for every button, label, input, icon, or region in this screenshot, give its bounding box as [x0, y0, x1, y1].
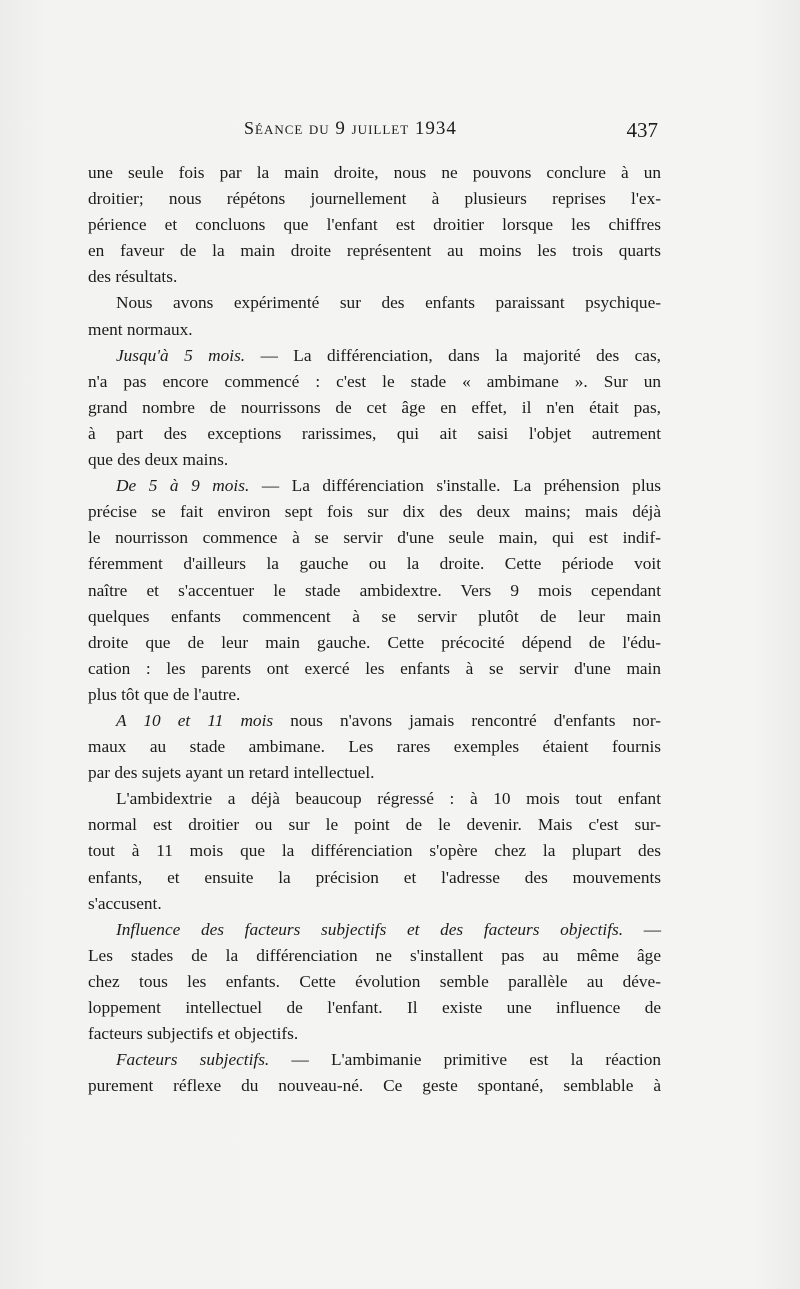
- section-lead: De 5 à 9 mois.: [116, 476, 250, 496]
- running-head-month: juillet: [351, 118, 410, 138]
- paragraph-5-to-9-months: [88, 473, 661, 708]
- text-line: en faveur de la main droite représentent au moins les trois quarts: [88, 241, 661, 261]
- text-line: précise se fait environ sept fois sur dix des deux mains; mais déjà: [88, 502, 661, 522]
- text-line: cation : les parents ont exercé les enfants à se servir d'une main: [88, 658, 661, 678]
- text-line: s'accusent.: [88, 893, 162, 913]
- page-number: 437: [626, 118, 658, 142]
- text-line: grand nombre de nourrissons de cet âge en effet, il n'en était pas,: [88, 397, 661, 417]
- section-lead: Influence des facteurs subjectifs et des facteurs objectifs.: [116, 919, 624, 939]
- text-line: L'ambidextrie a déjà beaucoup régressé : à 10 mois tout enfant: [116, 789, 661, 809]
- text-line: enfants, et ensuite la précision et l'adresse des mouvements: [88, 867, 661, 887]
- text-line: [88, 473, 661, 499]
- text-line: droitier; nous répétons journellement à plusieurs reprises l'ex-: [88, 189, 661, 209]
- text-line: droite que de leur main gauche. Cette précocité dépend de l'édu-: [88, 632, 661, 652]
- text-line: chez tous les enfants. Cette évolution semble parallèle au déve-: [88, 971, 661, 991]
- body-text: [88, 160, 661, 1099]
- text-run: — La différenciation, dans la majorité des cas,: [245, 345, 661, 365]
- running-head: [244, 118, 457, 140]
- text-run: —: [623, 919, 661, 939]
- paragraph-up-to-5-months: [88, 343, 661, 473]
- text-run: — L'ambimanie primitive est la réaction: [269, 1050, 661, 1070]
- running-head-seance: Séance du: [244, 118, 330, 138]
- section-lead: Jusqu'à 5 mois.: [116, 345, 246, 365]
- section-lead: A 10 et 11 mois: [116, 710, 274, 730]
- text-line: purement réflexe du nouveau-né. Ce geste spontané, semblable à: [88, 1076, 661, 1096]
- text-line: maux au stade ambimane. Les rares exemples étaient fournis: [88, 737, 661, 757]
- text-line: normal est droitier ou sur le point de le devenir. Mais c'est sur-: [88, 815, 661, 835]
- text-line: par des sujets ayant un retard intellectuel.: [88, 763, 375, 783]
- text-line: que des deux mains.: [88, 450, 229, 470]
- text-run: — La différenciation s'installe. La préhension plus: [249, 476, 661, 496]
- text-line: loppement intellectuel de l'enfant. Il existe une influence de: [88, 998, 661, 1017]
- text-line: facteurs subjectifs et objectifs.: [88, 1024, 299, 1044]
- text-line: [88, 343, 661, 369]
- paragraph-normal-children: [88, 290, 661, 342]
- text-line: Les stades de la différenciation ne s'installent pas au même âge: [88, 945, 661, 965]
- text-line: une seule fois par la main droite, nous ne pouvons conclure à un: [88, 163, 661, 182]
- text-line: Nous avons expérimenté sur des enfants paraissant psychique-: [116, 293, 661, 313]
- running-head-year: 1934: [414, 118, 457, 139]
- text-line: [88, 917, 661, 943]
- paragraph-10-11-months: [88, 708, 661, 786]
- text-line: tout à 11 mois que la différenciation s'opère chez la plupart des: [88, 841, 661, 861]
- text-line: le nourrisson commence à se servir d'une seule main, qui est indif-: [88, 528, 661, 548]
- text-line: [88, 1047, 661, 1073]
- text-line: n'a pas encore commencé : c'est le stade « ambimane ». Sur un: [88, 371, 661, 391]
- text-line: des résultats.: [88, 267, 178, 287]
- text-run: nous n'avons jamais rencontré d'enfants nor-: [273, 710, 661, 730]
- text-line: quelques enfants commencent à se servir plutôt de leur main: [88, 606, 661, 626]
- text-line: périence et concluons que l'enfant est droitier lorsque les chiffres: [88, 215, 661, 235]
- paragraph-ambidextry: [88, 786, 661, 916]
- text-line: à part des exceptions rarissimes, qui ait saisi l'objet autrement: [88, 423, 661, 443]
- text-line: ment normaux.: [88, 319, 193, 339]
- paragraph-influence: [88, 917, 661, 1047]
- page-header: [88, 118, 658, 148]
- section-lead: Facteurs subjectifs.: [116, 1050, 270, 1070]
- text-line: [88, 708, 661, 734]
- text-line: plus tôt que de l'autre.: [88, 684, 241, 704]
- text-line: féremment d'ailleurs la gauche ou la droite. Cette période voit: [88, 554, 661, 574]
- running-head-day: 9: [335, 118, 346, 139]
- text-line: naître et s'accentuer le stade ambidextre. Vers 9 mois cependant: [88, 580, 661, 600]
- paragraph-subjective-factors: [88, 1047, 661, 1099]
- paragraph-continuation: [88, 160, 661, 290]
